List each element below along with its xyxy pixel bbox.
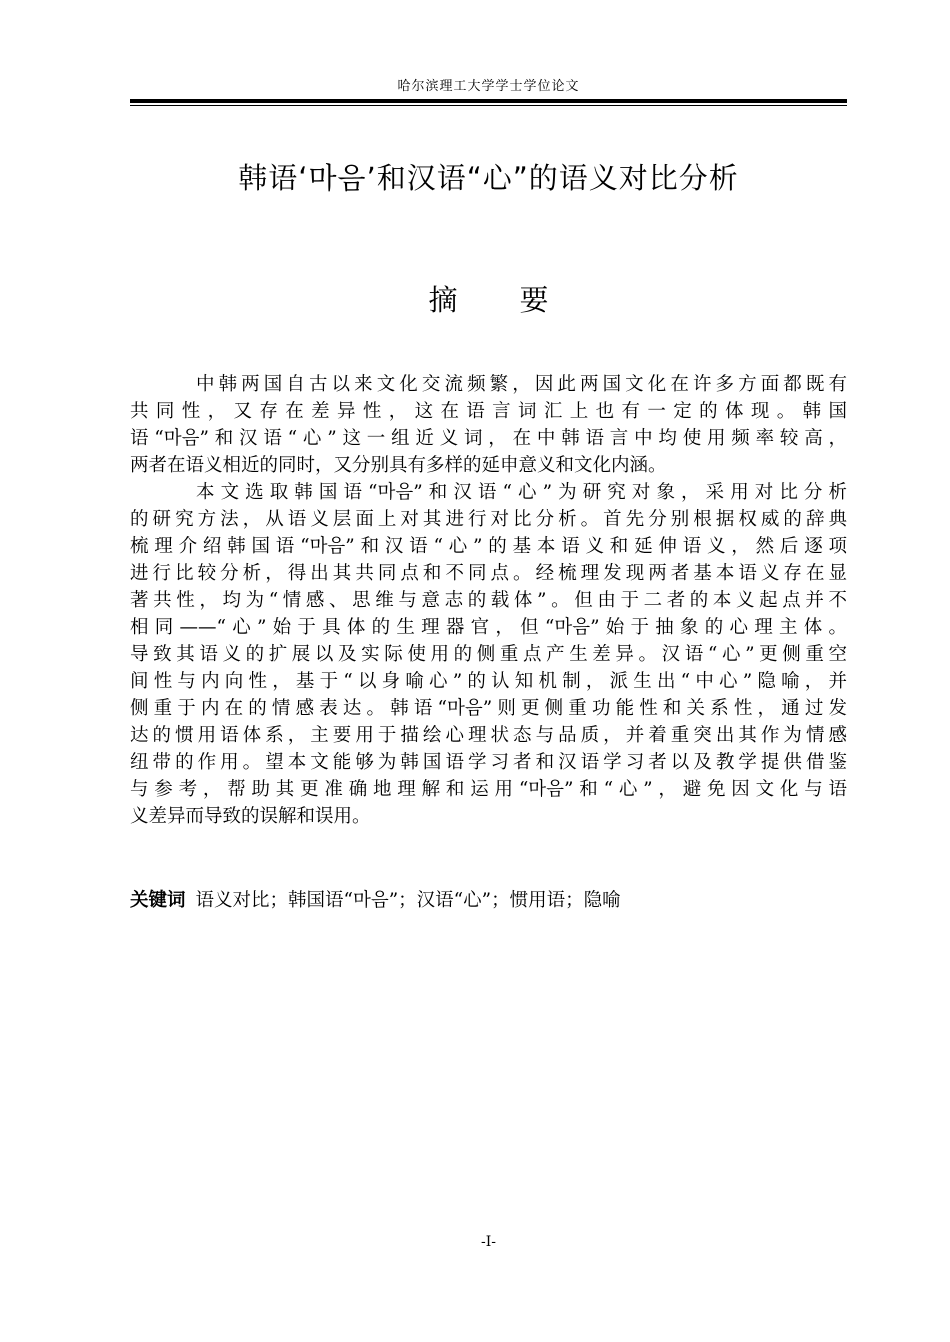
paper-title: 韩语‘마음’和汉语“心”的语义对比分析	[238, 161, 739, 195]
abstract-line: 中韩两国自古以来文化交流频繁，因此两国文化在许多方面都既有	[196, 374, 847, 395]
abstract-body	[130, 371, 847, 830]
running-header: 哈尔滨理工大学学士学位论文	[397, 79, 580, 94]
abstract-line: 两者在语义相近的同时，又分别具有多样的延申意义和文化内涵。	[130, 455, 667, 476]
abstract-line: 著共性，均为“情感、思维与意志的载体”。但由于二者的本义起点并不	[130, 590, 847, 611]
page-number: -I-	[481, 1234, 496, 1250]
abstract-line: 与参考，帮助其更准确地理解和运用“마음”和“心”，避免因文化与语	[130, 779, 847, 800]
abstract-line: 间性与内向性，基于“以身喻心”的认知机制，派生出“中心”隐喻，并	[130, 671, 847, 692]
keywords-label: 关键词	[130, 890, 186, 911]
abstract-line: 纽带的作用。望本文能够为韩国语学习者和汉语学习者以及教学提供借鉴	[130, 752, 847, 773]
abstract-line: 语“마음”和汉语“心”这一组近义词，在中韩语言中均使用频率较高，	[130, 428, 847, 449]
abstract-line: 侧重于内在的情感表达。韩语“마음”则更侧重功能性和关系性，通过发	[130, 698, 847, 719]
abstract-heading: 摘要	[428, 283, 611, 317]
keywords	[130, 887, 847, 914]
abstract-line: 导致其语义的扩展以及实际使用的侧重点产生差异。汉语“心”更侧重空	[130, 644, 847, 665]
abstract-line: 义差异而导致的误解和误用。	[130, 806, 371, 827]
abstract-line: 达的惯用语体系，主要用于描绘心理状态与品质，并着重突出其作为情感	[130, 725, 847, 746]
abstract-line: 进行比较分析，得出其共同点和不同点。经梳理发现两者基本语义存在显	[130, 563, 847, 584]
keywords-text: 语义对比；韩国语“마음”；汉语“心”；惯用语；隐喻	[195, 890, 621, 911]
abstract-line: 共同性，又存在差异性，这在语言词汇上也有一定的体现。韩国	[130, 401, 847, 422]
header-rule	[130, 99, 847, 103]
abstract-line: 梳理介绍韩国语“마음”和汉语“心”的基本语义和延伸语义，然后逐项	[130, 536, 847, 557]
abstract-line: 的研究方法，从语义层面上对其进行对比分析。首先分别根据权威的辞典	[130, 509, 847, 530]
abstract-line: 本文选取韩国语“마음”和汉语“心”为研究对象，采用对比分析	[196, 482, 847, 503]
abstract-line: 相同——“心”始于具体的生理器官，但“마음”始于抽象的心理主体。	[130, 617, 847, 638]
header-rule-thin	[130, 105, 847, 106]
